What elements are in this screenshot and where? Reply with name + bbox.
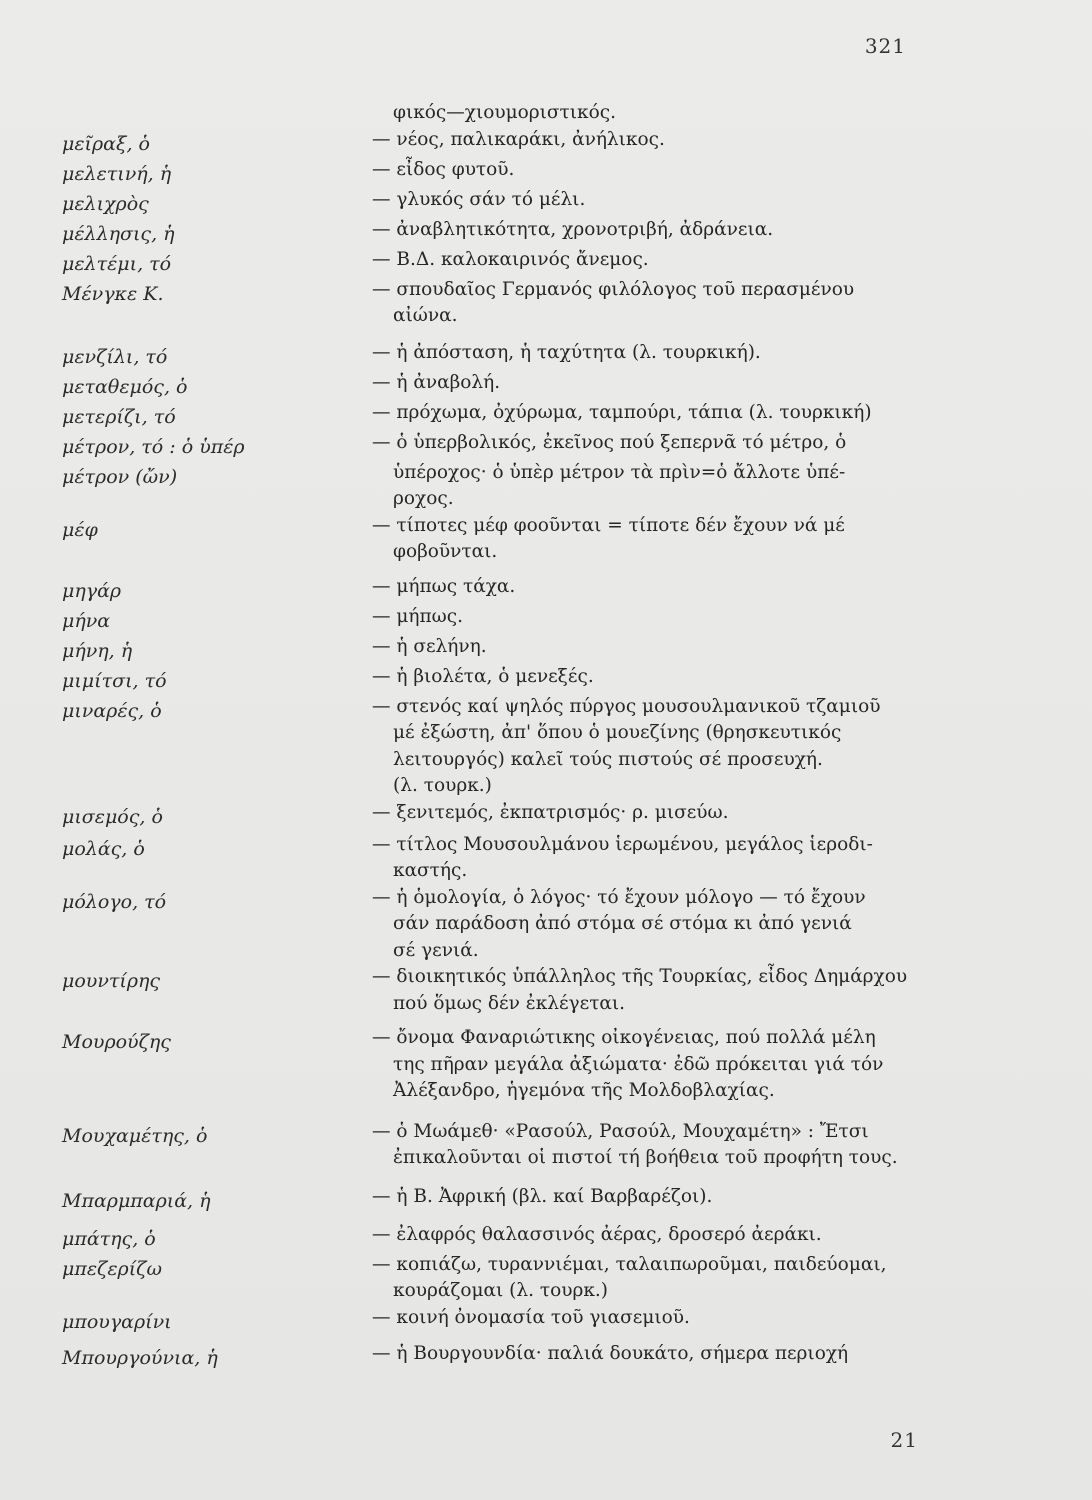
- entry-term: μέφ: [62, 518, 98, 541]
- glossary-entry: [62, 1184, 932, 1214]
- glossary-entry: [62, 277, 932, 330]
- entry-definition: [355, 430, 932, 457]
- entry-definition: [355, 832, 932, 885]
- glossary-entry: [62, 460, 932, 513]
- glossary: [62, 100, 932, 1371]
- glossary-entry: [62, 127, 932, 157]
- entry-term: μιμίτσι, τό: [62, 669, 167, 692]
- definition-line: — ξενιτεμός, ἐκπατρισμός· ρ. μισεύω.: [372, 801, 729, 823]
- entry-term: μέλλησις, ἡ: [62, 222, 175, 245]
- entry-definition: [355, 1252, 932, 1305]
- entry-term: μπάτης, ὁ: [62, 1227, 156, 1250]
- glossary-entry: [62, 1252, 932, 1305]
- definition-line: — τίποτες μέφ φοοῦνται = τίποτε δέν ἔχουν νά μέ: [372, 514, 845, 536]
- definition-line: — ὄνομα Φαναριώτικης οἰκογένειας, πού πολλά μέλη: [372, 1027, 876, 1048]
- entry-term: μέτρον, τό : ὁ ὑπέρ: [62, 435, 245, 458]
- entry-definition: [355, 247, 932, 274]
- definition-line: — εἶδος φυτοῦ.: [372, 158, 515, 180]
- entry-definition: [355, 460, 932, 513]
- definition-line: της πῆραν μεγάλα ἀξιώματα· ἐδῶ πρόκειται γιά τόν: [393, 1053, 884, 1075]
- definition-line: — μήπως.: [372, 605, 463, 627]
- entry-term: μολάς, ὁ: [62, 837, 145, 860]
- definition-line: — τίτλος Μουσουλμάνου ἱερωμένου, μεγάλος ἱεροδι-: [372, 833, 873, 855]
- entry-term: μουντίρης: [62, 970, 161, 992]
- glossary-entry: [62, 100, 932, 127]
- entry-definition: [355, 370, 932, 397]
- entry-term: μπουγαρίνι: [62, 1310, 172, 1333]
- definition-line: σέ γενιά.: [393, 939, 479, 961]
- glossary-entry: [62, 370, 932, 400]
- entry-term: Μουρούζης: [62, 1031, 171, 1053]
- glossary-entry: [62, 1341, 932, 1371]
- glossary-entry: [62, 694, 932, 800]
- definition-line: Ἀλέξανδρο, ἡγεμόνα τῆς Μολδοβλαχίας.: [393, 1080, 775, 1101]
- entry-term: Μένγκε Κ.: [62, 282, 164, 305]
- entry-definition: [355, 694, 932, 800]
- definition-line: πού ὅμως δέν ἐκλέγεται.: [393, 992, 626, 1014]
- glossary-entry: [62, 832, 932, 885]
- glossary-entry: [62, 964, 932, 1017]
- definition-line: — ἡ σελήνη.: [372, 635, 487, 657]
- entry-definition: [355, 187, 932, 214]
- entry-definition: [355, 1341, 932, 1368]
- entry-term: Μουχαμέτης, ὁ: [62, 1124, 208, 1147]
- entry-definition: [355, 634, 932, 661]
- glossary-entry: [62, 400, 932, 430]
- definition-line: κουράζομαι (λ. τουρκ.): [393, 1280, 608, 1301]
- definition-line: σάν παράδοση ἀπό στόμα σέ στόμα κι ἀπό γενιά: [393, 913, 852, 934]
- page-number: 321: [864, 34, 906, 58]
- entry-term: μελιχρὸς: [62, 192, 149, 215]
- definition-line: λειτουργός) καλεῖ τούς πιστούς σέ προσευχή.: [393, 748, 823, 770]
- definition-line: — γλυκός σάν τό μέλι.: [372, 188, 586, 210]
- definition-line: καστής.: [393, 860, 468, 881]
- definition-line: — κοινή ὀνομασία τοῦ γιασεμιοῦ.: [372, 1306, 690, 1328]
- glossary-entry: [62, 574, 932, 604]
- entry-term: μελτέμι, τό: [62, 252, 172, 275]
- entry-term: μήνα: [62, 609, 111, 632]
- definition-line: αἰώνα.: [393, 305, 458, 326]
- entry-definition: [355, 800, 932, 827]
- glossary-entry: [62, 1222, 932, 1252]
- glossary-entry: [62, 247, 932, 277]
- definition-line: ὑπέροχος· ὁ ὑπὲρ μέτρον τὰ πρὶν=ὁ ἄλλοτε ὑπέ-: [393, 461, 846, 483]
- signature-mark: 21: [890, 1428, 918, 1452]
- entry-term: μπεζερίζω: [62, 1257, 162, 1280]
- glossary-entry: [62, 217, 932, 247]
- entry-term: μεταθεμός, ὁ: [62, 375, 188, 398]
- entry-definition: [355, 157, 932, 184]
- entry-definition: [355, 1305, 932, 1332]
- entry-definition: [355, 400, 932, 427]
- entry-term: Μπαρμπαριά, ἡ: [62, 1189, 211, 1212]
- definition-line: — ἐλαφρός θαλασσινός ἀέρας, δροσερό ἀεράκι.: [372, 1223, 822, 1245]
- definition-line: μέ ἐξώστη, ἀπ' ὅπου ὁ μουεζίνης (θρησκευτικός: [393, 722, 842, 743]
- definition-line: — πρόχωμα, ὀχύρωμα, ταμπούρι, τάπια (λ. τουρκική): [372, 401, 872, 423]
- glossary-entry: [62, 634, 932, 664]
- glossary-entry: [62, 340, 932, 370]
- entry-term: μήνη, ἡ: [62, 639, 133, 662]
- definition-line: ἐπικαλοῦνται οἱ πιστοί τή βοήθεια τοῦ προφήτη τους.: [393, 1147, 898, 1168]
- definition-line: φοβοῦνται.: [393, 541, 498, 562]
- definition-line: — Β.Δ. καλοκαιρινός ἄνεμος.: [372, 248, 649, 270]
- definition-line: (λ. τουρκ.): [393, 775, 492, 796]
- glossary-entry: [62, 513, 932, 566]
- entry-term: [62, 100, 355, 104]
- entry-term: μηγάρ: [62, 579, 122, 602]
- definition-line: φικός—χιουμοριστικός.: [393, 102, 616, 123]
- entry-definition: [355, 127, 932, 154]
- definition-line: — ἡ ἀναβολή.: [372, 371, 501, 393]
- glossary-entry: [62, 800, 932, 830]
- entry-definition: [355, 217, 932, 244]
- glossary-entry: [62, 430, 932, 460]
- entry-term: μελετινή, ἡ: [62, 162, 172, 185]
- entry-definition: [355, 340, 932, 367]
- entry-term: Μπουργούνια, ἡ: [62, 1346, 218, 1369]
- definition-line: — ἡ ἀπόσταση, ἡ ταχύτητα (λ. τουρκική).: [372, 341, 761, 363]
- glossary-entry: [62, 664, 932, 694]
- definition-line: — ἡ ὁμολογία, ὁ λόγος· τό ἔχουν μόλογο — τό ἔχουν: [372, 886, 866, 908]
- definition-line: — νέος, παλικαράκι, ἀνήλικος.: [372, 128, 665, 150]
- entry-definition: [355, 604, 932, 631]
- entry-definition: [355, 100, 932, 127]
- entry-definition: [355, 664, 932, 691]
- definition-line: — ἡ Β. Ἀφρική (βλ. καί Βαρβαρέζοι).: [372, 1185, 713, 1207]
- entry-term: μέτρον (ὤν): [62, 465, 178, 488]
- entry-term: μισεμός, ὁ: [62, 805, 163, 828]
- entry-term: μετερίζι, τό: [62, 405, 176, 428]
- entry-definition: [355, 277, 932, 330]
- glossary-entry: [62, 1025, 932, 1105]
- entry-term: μιναρές, ὁ: [62, 699, 162, 722]
- entry-term: μενζίλι, τό: [62, 345, 168, 368]
- definition-line: — ἡ βιολέτα, ὁ μενεξές.: [372, 665, 594, 687]
- entry-term: μεῖραξ, ὁ: [62, 132, 150, 155]
- definition-line: — ἀναβλητικότητα, χρονοτριβή, ἀδράνεια.: [372, 218, 774, 240]
- definition-line: — μήπως τάχα.: [372, 575, 516, 597]
- definition-line: — ὁ Μωάμεθ· «Ρασούλ, Ρασούλ, Μουχαμέτη» : Ἔτσι: [372, 1120, 869, 1142]
- glossary-entry: [62, 187, 932, 217]
- entry-definition: [355, 885, 932, 965]
- glossary-entry: [62, 885, 932, 965]
- definition-line: — σπουδαῖος Γερμανός φιλόλογος τοῦ περασμένου: [372, 278, 855, 300]
- definition-line: — ἡ Βουργουνδία· παλιά δουκάτο, σήμερα περιοχή: [372, 1342, 849, 1364]
- glossary-entry: [62, 604, 932, 634]
- definition-line: — κοπιάζω, τυραννιέμαι, ταλαιπωροῦμαι, παιδεύομαι,: [372, 1253, 887, 1275]
- definition-line: — στενός καί ψηλός πύργος μουσουλμανικοῦ τζαμιοῦ: [372, 695, 881, 717]
- definition-line: — ὁ ὑπερβολικός, ἐκεῖνος πού ξεπερνᾶ τό μέτρο, ὁ: [372, 431, 847, 453]
- glossary-entry: [62, 1119, 932, 1172]
- glossary-entry: [62, 157, 932, 187]
- entry-definition: [355, 513, 932, 566]
- entry-term: μόλογο, τό: [62, 890, 167, 913]
- glossary-entry: [62, 1305, 932, 1335]
- definition-line: ροχος.: [393, 488, 454, 509]
- entry-definition: [355, 964, 932, 1017]
- entry-definition: [355, 1222, 932, 1249]
- entry-definition: [355, 574, 932, 601]
- definition-line: — διοικητικός ὑπάλληλος τῆς Τουρκίας, εἶδος Δημάρχου: [372, 966, 908, 987]
- entry-definition: [355, 1025, 932, 1105]
- entry-definition: [355, 1119, 932, 1172]
- entry-definition: [355, 1184, 932, 1211]
